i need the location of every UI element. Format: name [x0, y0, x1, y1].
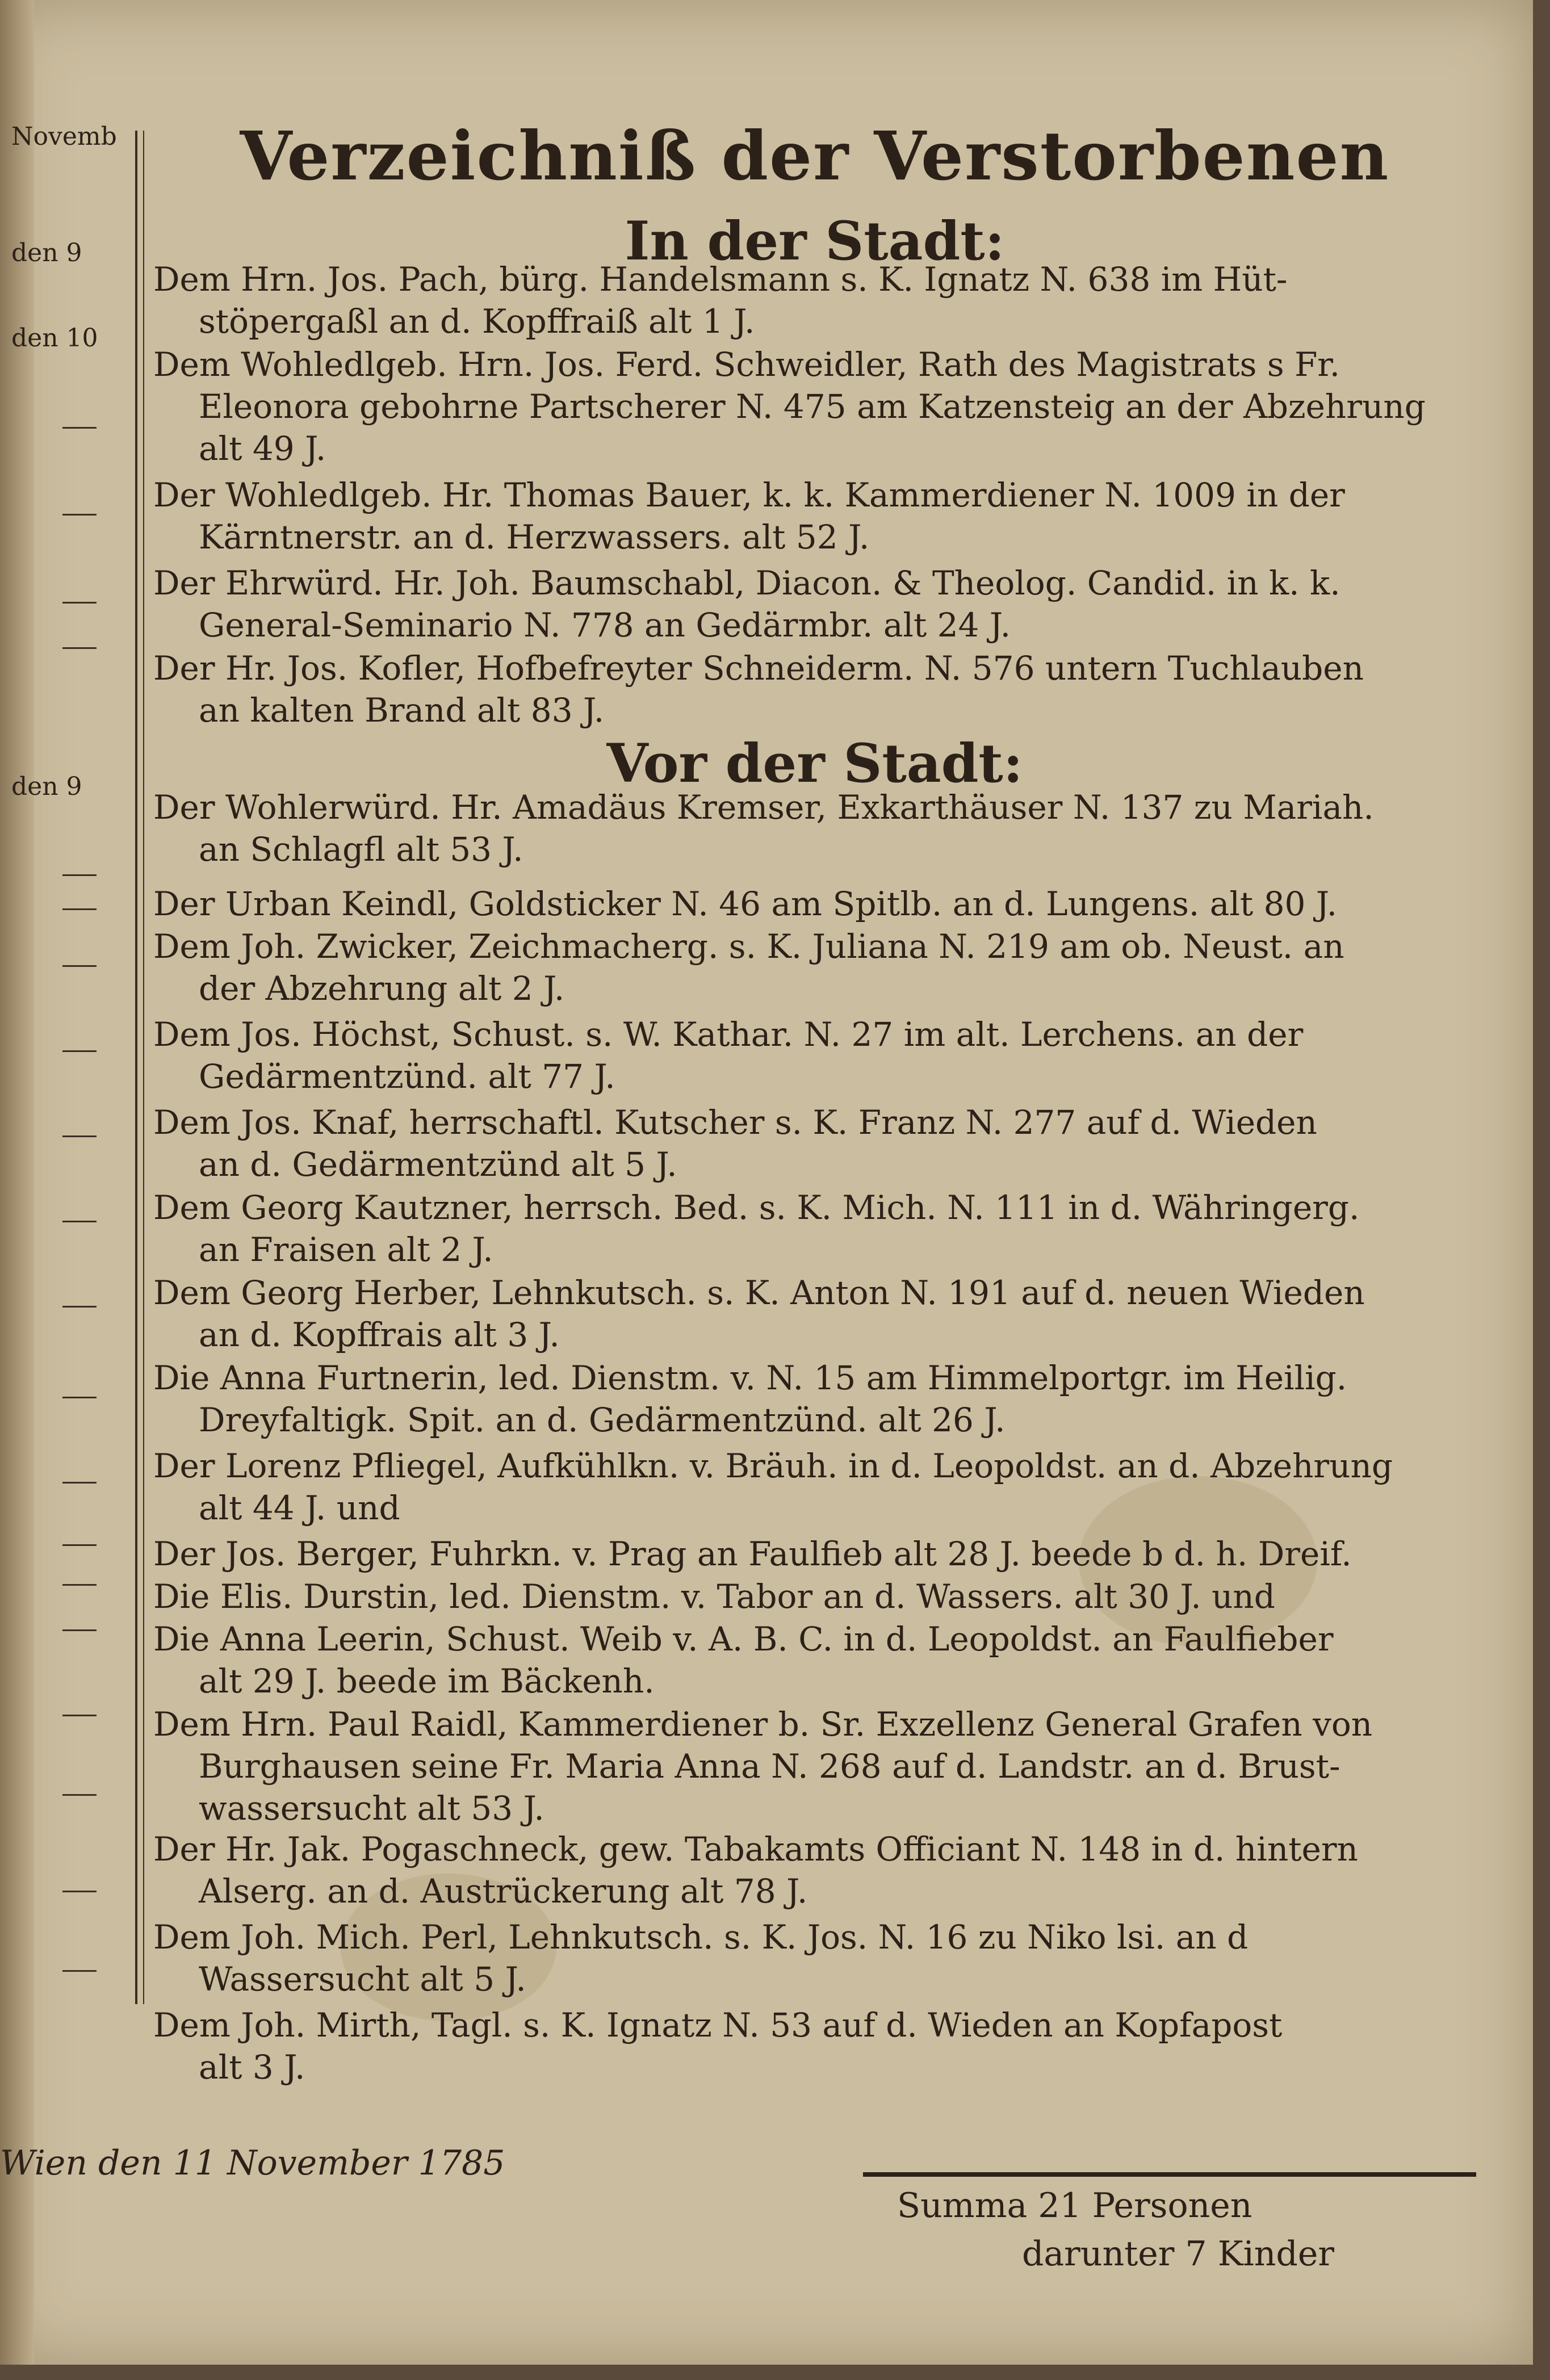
list-item	[153, 647, 1476, 731]
entry-line: Dem Georg Herber, Lehnkutsch. s. K. Anton N. 191 auf d. neuen Wieden	[153, 1273, 1365, 1312]
margin-dash	[62, 514, 97, 516]
margin-dash	[62, 647, 97, 649]
margin-dash	[62, 1482, 97, 1484]
entry-line: an Fraisen alt 2 J.	[199, 1230, 493, 1269]
list-item	[153, 258, 1476, 342]
margin-date: den 10	[11, 324, 98, 353]
margin-dash	[62, 1050, 97, 1052]
margin-dash	[62, 1891, 97, 1892]
list-item	[153, 1357, 1476, 1441]
entry-line: Der Urban Keindl, Goldsticker N. 46 am Spitlb. an d. Lungens. alt 80 J.	[153, 885, 1338, 923]
document-date: Wien den 11 November 1785	[0, 2143, 505, 2183]
entry-line: alt 29 J. beede im Bäckenh.	[199, 1662, 655, 1700]
margin-dash	[62, 1135, 97, 1137]
margin-dash	[62, 1970, 97, 1972]
entry-line: an kalten Brand alt 83 J.	[199, 691, 605, 730]
list-item	[153, 1445, 1476, 1529]
list-item	[153, 343, 1476, 470]
margin-dash	[62, 874, 97, 876]
page-title: Verzeichniß der Verstorbenen	[240, 116, 1390, 195]
entry-line: Die Anna Furtnerin, led. Dienstm. v. N. 15 am Himmelportgr. im Heilig.	[153, 1359, 1347, 1397]
entry-line: Die Elis. Durstin, led. Dienstm. v. Tabor an d. Wassers. alt 30 J. und	[153, 1577, 1275, 1616]
margin-dash	[62, 1544, 97, 1546]
entry-line: Dem Hrn. Jos. Pach, bürg. Handelsmann s. K. Ignatz N. 638 im Hüt-	[153, 260, 1288, 299]
list-item	[153, 474, 1476, 558]
entry-line: Dem Georg Kautzner, herrsch. Bed. s. K. Mich. N. 111 in d. Währingerg.	[153, 1188, 1360, 1227]
margin-header: Novemb	[11, 122, 117, 151]
entry-line: alt 3 J.	[199, 2048, 305, 2086]
entry-line: Der Hr. Jak. Pogaschneck, gew. Tabakamts Officiant N. 148 in d. hintern	[153, 1830, 1358, 1868]
list-item	[153, 1828, 1476, 1912]
entry-line: Burghausen seine Fr. Maria Anna N. 268 auf d. Landstr. an d. Brust-wassersucht alt 53 J.	[199, 1747, 1340, 1828]
total-children: darunter 7 Kinder	[1022, 2234, 1335, 2274]
entry-line: Dreyfaltigk. Spit. an d. Gedärmentzünd. alt 26 J.	[199, 1401, 1006, 1439]
list-item	[153, 1703, 1476, 1829]
entry-line: Eleonora gebohrne Partscherer N. 475 am Katzensteig an der Abzehrung alt 49 J.	[199, 387, 1426, 468]
entry-line: Dem Jos. Höchst, Schust. s. W. Kathar. N. 27 im alt. Lerchens. an der	[153, 1015, 1304, 1054]
list-item	[153, 1272, 1476, 1356]
margin-dash	[62, 602, 97, 604]
entry-line: Dem Hrn. Paul Raidl, Kammerdiener b. Sr. Exzellenz General Grafen von	[153, 1705, 1373, 1744]
margin-dash	[62, 908, 97, 910]
list-item	[153, 1576, 1476, 1618]
margin-rule	[143, 131, 144, 2004]
entry-line: alt 44 J. und	[199, 1489, 400, 1527]
list-item	[153, 1618, 1476, 1702]
entry-line: Der Lorenz Pfliegel, Aufkühlkn. v. Bräuh. in d. Leopoldst. an d. Abzehrung	[153, 1447, 1393, 1485]
entry-line: Die Anna Leerin, Schust. Weib v. A. B. C. in d. Leopoldst. an Faulfieber	[153, 1620, 1334, 1658]
list-item	[153, 883, 1476, 925]
entry-line: Alserg. an d. Austrückerung alt 78 J.	[199, 1872, 808, 1910]
footer-rule	[863, 2172, 1476, 2177]
entry-line: Der Hr. Jos. Kofler, Hofbefreyter Schneiderm. N. 576 untern Tuchlauben	[153, 649, 1364, 688]
list-item	[153, 1187, 1476, 1271]
entry-line: Gedärmentzünd. alt 77 J.	[199, 1057, 615, 1096]
entry-line: Wassersucht alt 5 J.	[199, 1960, 526, 1998]
book-spine	[0, 0, 34, 2365]
list-item	[153, 562, 1476, 646]
margin-dash	[62, 1584, 97, 1586]
list-item	[153, 925, 1476, 1009]
list-item	[153, 786, 1476, 870]
margin-date: den 9	[11, 238, 82, 267]
margin-dash	[62, 1306, 97, 1308]
list-item	[153, 2004, 1476, 2088]
list-item	[153, 1013, 1476, 1097]
list-item	[153, 1533, 1476, 1575]
list-item	[153, 1916, 1476, 2000]
entry-line: an d. Gedärmentzünd alt 5 J.	[199, 1145, 677, 1184]
entry-line: Dem Jos. Knaf, herrschaftl. Kutscher s. K. Franz N. 277 auf d. Wieden	[153, 1103, 1317, 1142]
section-heading-city: In der Stadt:	[625, 210, 1005, 273]
margin-dash	[62, 1794, 97, 1796]
entry-line: Dem Joh. Zwicker, Zeichmacherg. s. K. Juliana N. 219 am ob. Neust. an	[153, 927, 1344, 966]
entry-line: der Abzehrung alt 2 J.	[199, 969, 565, 1008]
entry-line: an Schlagfl alt 53 J.	[199, 830, 523, 869]
entry-line: stöpergaßl an d. Kopffraiß alt 1 J.	[199, 302, 755, 341]
entry-line: an d. Kopffrais alt 3 J.	[199, 1315, 560, 1354]
margin-dash	[62, 1221, 97, 1222]
entry-line: Der Ehrwürd. Hr. Joh. Baumschabl, Diacon. & Theolog. Candid. in k. k.	[153, 564, 1340, 602]
margin-dash	[62, 1629, 97, 1631]
entry-line: Der Jos. Berger, Fuhrkn. v. Prag an Faulfieb alt 28 J. beede b d. h. Dreif.	[153, 1535, 1352, 1573]
margin-date: den 9	[11, 772, 82, 801]
entry-line: Dem Joh. Mich. Perl, Lehnkutsch. s. K. Jos. N. 16 zu Niko lsi. an d	[153, 1918, 1249, 1956]
entry-line: Kärntnerstr. an d. Herzwassers. alt 52 J.	[199, 518, 870, 556]
entry-line: Der Wohledlgeb. Hr. Thomas Bauer, k. k. Kammerdiener N. 1009 in der	[153, 476, 1345, 514]
entry-line: Der Wohlerwürd. Hr. Amadäus Kremser, Exkarthäuser N. 137 zu Mariah.	[153, 788, 1374, 827]
margin-rule	[135, 131, 137, 2004]
list-item	[153, 1101, 1476, 1185]
entry-line: General-Seminario N. 778 an Gedärmbr. alt 24 J.	[199, 606, 1011, 644]
section-heading-suburb: Vor der Stadt:	[606, 732, 1023, 795]
entry-line: Dem Joh. Mirth, Tagl. s. K. Ignatz N. 53 auf d. Wieden an Kopfapost	[153, 2006, 1283, 2044]
total-persons: Summa 21 Personen	[897, 2186, 1252, 2226]
entry-line: Dem Wohledlgeb. Hrn. Jos. Ferd. Schweidler, Rath des Magistrats s Fr.	[153, 345, 1340, 384]
margin-dash	[62, 427, 97, 429]
margin-dash	[62, 1397, 97, 1398]
margin-dash	[62, 1715, 97, 1716]
margin-dash	[62, 965, 97, 967]
